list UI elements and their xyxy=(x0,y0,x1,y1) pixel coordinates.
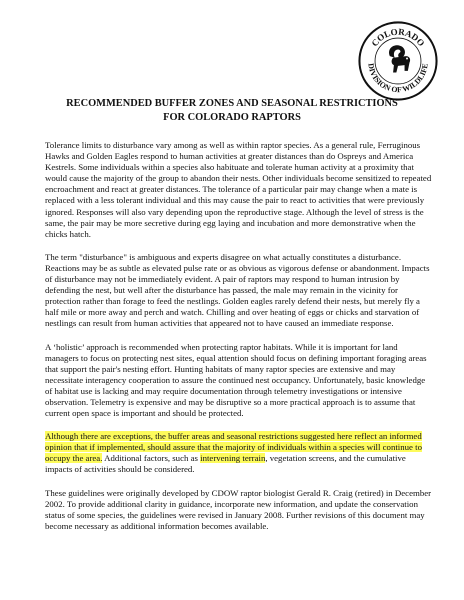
svg-text:COLORADO xyxy=(369,27,426,49)
paragraph-exceptions xyxy=(45,431,433,475)
seal-top-text: COLORADO xyxy=(369,26,427,49)
cdow-seal-logo xyxy=(357,20,439,102)
paragraph-tolerance: Tolerance limits to disturbance vary among as well as within raptor species. As a general rule, Ferruginous Hawks and Golden Eagles respond to human activities at greater distances than do Ospreys and America Kestrels. Some individuals within a species also habituate and tolerate human activity at a proximity that would cause the majority of the group to abandon their nests. Other individuals become sensitized to repeated encroachment and react at greater distances. The tolerance of a particular pair may change when a mate is replaced with a less tolerant individual and this may cause the pair to react to activities that were previously ignored. Responses will also vary depending upon the reproductive stage. Although the level of stress is the same, the pair may be more secretive during egg laying and incubation and more demonstrative when the chicks hatch. xyxy=(45,140,432,239)
paragraph-text: Additional factors, such as xyxy=(102,453,201,464)
svg-text:DIVISION OF WILDLIFE xyxy=(366,63,429,95)
paragraph-disturbance: The term "disturbance" is ambiguous and experts disagree on what actually constitutes a disturbance. Reactions may be as subtle as elevated pulse rate or as obvious as vigorous defense or abandonment. Impacts of disturbance may not be immediately evident. A pair of raptors may respond to human intrusion by defending the nest, but well after the disturbance has passed, the male may remain in the vicinity for protection rather than forage to feed the nestlings. Golden eagles rarely defend their nests, but merely fly a half mile or more away and perch and watch. Chilling and over heating of eggs or chicks and starvation of nestlings can result from human activities that appeared not to have caused an immediate response. xyxy=(45,251,430,329)
highlighted-text: Although there are exceptions, the buffer areas and seasonal restrictions suggested here reflect an informed opinion that if implemented, should assure that the majority of individuals within a species will continue to occupy the area. xyxy=(45,431,422,464)
bighorn-sheep-icon xyxy=(389,45,410,72)
seal-bottom-text: DIVISION OF WILDLIFE xyxy=(366,62,430,95)
paragraph-text: , vegetation screens, and the cumulative impacts of activities should be considered. xyxy=(45,453,406,475)
title-line-2: FOR COLORADO RAPTORS xyxy=(163,112,301,123)
paragraph-guidelines-history: These guidelines were originally developed by CDOW raptor biologist Gerald R. Craig (retired) in December 2002. To provide additional clarity in guidance, incorporate new information, and update the conservation status of some species, the guidelines were revised in January 2008. Further revisions of this document may become necessary as additional information becomes available. xyxy=(45,487,432,531)
title-line-1: RECOMMENDED BUFFER ZONES AND SEASONAL RESTRICTIONS xyxy=(66,98,398,109)
paragraph-holistic: A ‘holistic’ approach is recommended when protecting raptor habitats. While it is important for land managers to focus on protecting nest sites, equal attention should focus on defining important foraging areas that support the pair's nesting effort. Hunting habitats of many raptor species are extensive and may necessitate interagency cooperation to assure the continued nest occupancy. Unfortunately, basic knowledge of habitat use is lacking and may require documentation through telemetry investigations or intensive observation. Telemetry is expensive and may be disruptive so a more practical approach is to assume that current open space is important and should be protected. xyxy=(45,341,427,419)
highlighted-text: intervening terrain xyxy=(200,453,266,464)
document-title xyxy=(0,97,464,125)
document-body xyxy=(45,140,433,544)
